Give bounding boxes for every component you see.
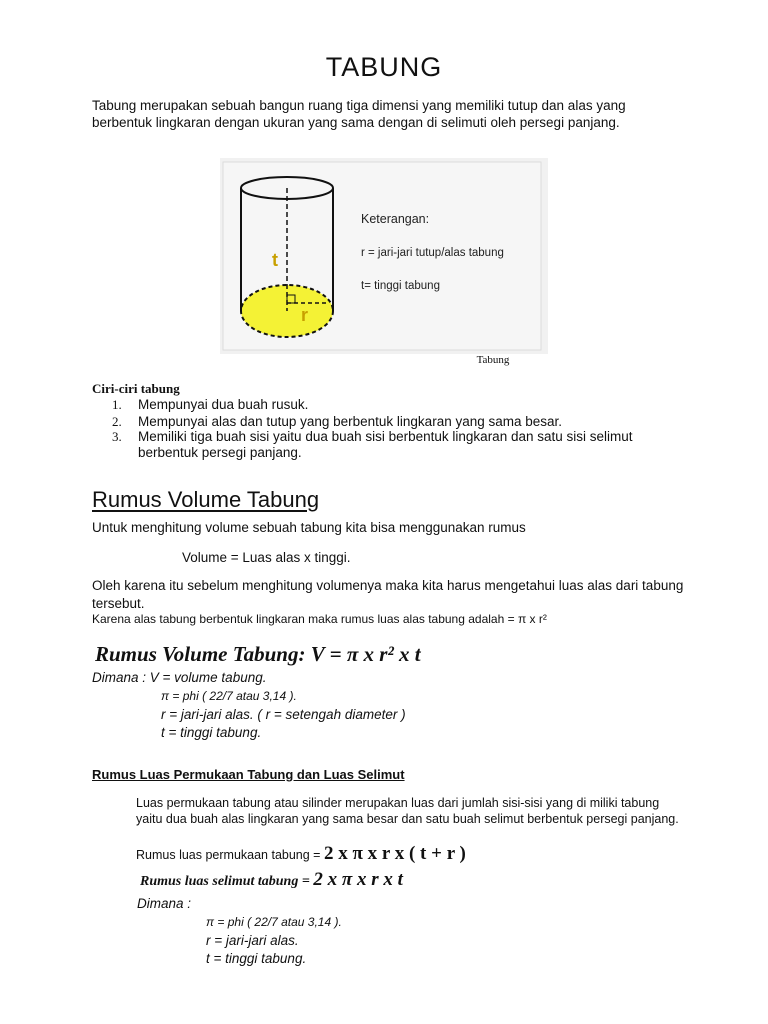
ciri-item-number: 1. bbox=[112, 397, 122, 412]
volume-note-1: Oleh karena itu sebelum menghitung volumenya maka kita harus mengetahui luas alas dari tabung tersebut. bbox=[92, 578, 684, 611]
page-title: TABUNG bbox=[325, 52, 443, 82]
luas-pi-def: π = phi ( 22/7 atau 3,14 ). bbox=[206, 915, 342, 929]
figure-caption: Tabung bbox=[476, 354, 510, 366]
luas-permukaan-label: Rumus luas permukaan tabung = bbox=[136, 848, 324, 862]
intro-paragraph: Tabung merupakan sebuah bangun ruang tiga dimensi yang memiliki tutup dan alas yang berbentuk lingkaran dengan ukuran yang sama dengan di selimuti oleh persegi panjang. bbox=[92, 98, 626, 130]
ciri-item-text: Mempunyai dua buah rusuk. bbox=[138, 397, 309, 412]
cylinder-figure bbox=[220, 158, 548, 354]
volume-formula-line: Volume = Luas alas x tinggi. bbox=[182, 550, 351, 565]
volume-big-formula: Rumus Volume Tabung: V = π x r² x t bbox=[95, 642, 421, 666]
cylinder-diagram bbox=[220, 158, 548, 354]
ciri-item-1 bbox=[112, 397, 672, 413]
volume-pi-def: π = phi ( 22/7 atau 3,14 ). bbox=[161, 689, 297, 703]
keterangan-r: r = jari-jari tutup/alas tabung bbox=[361, 247, 504, 259]
ciri-item-2 bbox=[112, 414, 672, 430]
volume-r-def: r = jari-jari alas. ( r = setengah diameter ) bbox=[161, 707, 406, 722]
luas-r-def: r = jari-jari alas. bbox=[206, 933, 299, 948]
volume-intro: Untuk menghitung volume sebuah tabung kita bisa menggunakan rumus bbox=[92, 520, 526, 535]
ciri-item-text: Mempunyai alas dan tutup yang berbentuk lingkaran yang sama besar. bbox=[138, 414, 563, 429]
ciri-title: Ciri-ciri tabung bbox=[92, 381, 180, 396]
luas-permukaan-formula: 2 x π x r x ( t + r ) bbox=[323, 843, 466, 864]
label-t: t bbox=[272, 250, 278, 270]
luas-heading: Rumus Luas Permukaan Tabung dan Luas Selimut bbox=[92, 767, 405, 782]
keterangan-t: t= tinggi tabung bbox=[361, 280, 440, 292]
ciri-item-3 bbox=[112, 429, 672, 461]
volume-dimana: Dimana : V = volume tabung. bbox=[92, 670, 267, 685]
volume-heading: Rumus Volume Tabung bbox=[92, 487, 320, 512]
label-r: r bbox=[301, 305, 309, 325]
luas-permukaan-line bbox=[136, 845, 466, 864]
luas-t-def: t = tinggi tabung. bbox=[206, 951, 307, 966]
keterangan-title: Keterangan: bbox=[361, 212, 430, 226]
figure-caption-wrap bbox=[220, 354, 548, 366]
luas-paragraph: Luas permukaan tabung atau silinder merupakan luas dari jumlah sisi-sisi yang di miliki tabung yaitu dua buah alas lingkaran yang sama besar dan satu buah selimut berbentuk persegi panjang. bbox=[136, 796, 679, 826]
luas-selimut-formula: 2 x π x r x t bbox=[313, 869, 403, 890]
ciri-item-number: 3. bbox=[112, 429, 122, 444]
luas-selimut-line bbox=[140, 871, 403, 890]
luas-selimut-label: Rumus luas selimut tabung = bbox=[140, 874, 314, 889]
volume-note-2: Karena alas tabung berbentuk lingkaran maka rumus luas alas tabung adalah = π x r² bbox=[92, 612, 547, 626]
ciri-item-text: Memiliki tiga buah sisi yaitu dua buah sisi berbentuk lingkaran dan satu sisi selimut berbentuk persegi panjang. bbox=[138, 429, 633, 460]
ciri-item-number: 2. bbox=[112, 414, 122, 429]
luas-dimana: Dimana : bbox=[137, 896, 192, 911]
volume-t-def: t = tinggi tabung. bbox=[161, 725, 262, 740]
